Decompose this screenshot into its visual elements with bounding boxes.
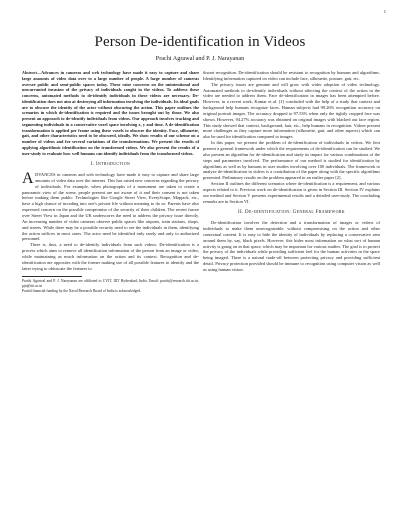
intro-paragraph-1: [22, 172, 199, 242]
footnote-funding: Partial financial funding by the Naval Research Board of India is acknowledged.: [22, 288, 141, 293]
framework-paragraph-1: De-identification involves the detection and a transformation of images or videos of individuals to make them unrecognizable, without compromising on the action and other contextual content. It is easy to hide the identity of individuals by replacing a conservative area around them by, say, black pixels. However, this hides most information on what sort of human activity is going on in that space, which may be important for various studies. The goal is to protect the privacy of the individuals while providing sufficient feel for the human activities in the space being imaged. There is a natural trade-off between protecting privacy and providing sufficient detail. Privacy protection provided should be immune to recognition using computer vision as well as using human vision.: [203, 220, 380, 272]
intro-paragraph-2: There is, thus, a need to de-identify individuals from such videos. De-identification is a process which aims to remove all identification information of the person from an image or video, while maintaining as much information on the action and its context. Recognition and de-identification are opposites with the former making use of all possible features to identify and the latter trying to obfuscate the features to: [22, 242, 199, 271]
left-column: [22, 70, 199, 293]
abstract-label: Abstract: [22, 70, 37, 75]
page-number: 1: [383, 9, 386, 14]
section-heading-introduction: I. Introduction: [90, 162, 131, 168]
paper-title: Person De-identification in Videos: [94, 34, 306, 50]
right-paragraph-4: Section II outlines the different scenarios where de-identification is a requirement, and various aspects related to it. Previous work on de-identification is given in Section III. Section IV explains our method and Section V presents experimental results and a detailed user-study. The concluding remarks are in Section VI.: [203, 181, 380, 204]
right-paragraph-2: The privacy issues are genuine and will grow with wider adoption of video technology. Automated methods to de-identify individuals without affecting the context of the action in the video are needed to address them. Face de-identification in images has been attempted before. However, in a recent work, Kumar et al. [1] concluded with the help of a study that context and background help humans recognize faces. Human subjects had 99.26% recognition accuracy on original portrait images. The accuracy dropped to 97.53% when only the tightly cropped face was shown. However, 94.27% accuracy was obtained on original images with blacked out face region. This study showed that context, background, hair, etc., help humans in recognition. Videos present more challenges as they capture more information (silhouette, gait, and other aspects) which can also be used for identification compared to images.: [203, 81, 380, 140]
abstract-text: —Advances in cameras and web technology have made it easy to capture and share large amounts of video data over to a large number of people. A large number of cameras oversee public and semi-public spaces today. These raise concerns on the unintentional and unwarranted invasion of the privacy of individuals caught in the videos. To address these concerns, automated methods to de-identify individuals in these videos are necessary. De-identification does not aim at destroying all information involving the individuals. Its ideal goals are to obscure the identity of the actor without obscuring the action. This paper outlines the scenarios in which de-identification is required and the issues brought out by those. We also present an approach to de-identify individuals from videos. Our approach involves tracking and segmenting individuals in a conservative voxel space involving x, y and time. A de-identification transformation is applied per frame using these voxels to obscure the identity. Face, silhouette, gait, and other characteristics need to be obscured, ideally. We show results of our scheme on a number of videos and for several variations of the transformations. We present the results of applying algorithmic identification on the transformed videos. We also present the results of a user-study to evaluate how well humans can identify individuals from the transformed videos.: [22, 70, 199, 156]
right-column: [203, 70, 380, 273]
section-heading-framework: II. De-identification: General Framework: [238, 210, 345, 216]
right-paragraph-1: thwart recognition. De-identification should be resistant to recognition by humans and algorithms. Identifying information captured on video can include face, silhouette, posture, gait, etc.: [203, 70, 380, 81]
abstract: [22, 70, 199, 156]
right-paragraph-3: In this paper, we present the problem of de-identification of individuals in videos. We first present a general framework under which the requirements of de-identification can be studied. We also present an algorithm for de-identification and study its impact for various combinations of the steps and parameters involved. The performance of our method is studied for identification by algorithms as well as by humans in user studies involving over 100 individuals. The framework to analyze de-identification in videos is a contribution of the paper along with the specific algorithms presented. Preliminary results on the problem appeared in an earlier paper [2].: [203, 140, 380, 181]
intro-paragraph-1-text: DVANCES in cameras and web technology have made it easy to capture and share large amounts of video data over the internet. This has raised new concerns regarding the privacy of individuals. For example, when photographs of a monument are taken to create a panoramic view of the scene, people present are not aware of it and their consent is not taken before making them public. Technologies like Google Street View, EveryScape, Mapjack, etc., have a high chance of invading into one's private life without meaning to do so. Parents have also expressed concern on the possible compromise of the security of their children. The recent furore over Street View in Japan and the UK underscores the need to address the privacy issue directly. An increasing number of video cameras observe public spaces like airports, train stations, shops, and streets. While there may be a possible security need to see the individuals in them, identifying the action suffices in most cases. The actor need be identified only rarely and only to authorized personnel.: [22, 172, 199, 242]
drop-cap: A: [22, 170, 34, 188]
footnote-divider: [22, 276, 82, 277]
paper-authors: Prachi Agrawal and P. J. Narayanan: [155, 55, 245, 62]
footnote-affiliation: Prachi Agrawal and P. J. Narayanan are affiliated to CVIT, IIIT Hyderabad, India. Email: prachi@research.iiit.ac.in, pjn@iiit.ac.in: [22, 279, 199, 289]
